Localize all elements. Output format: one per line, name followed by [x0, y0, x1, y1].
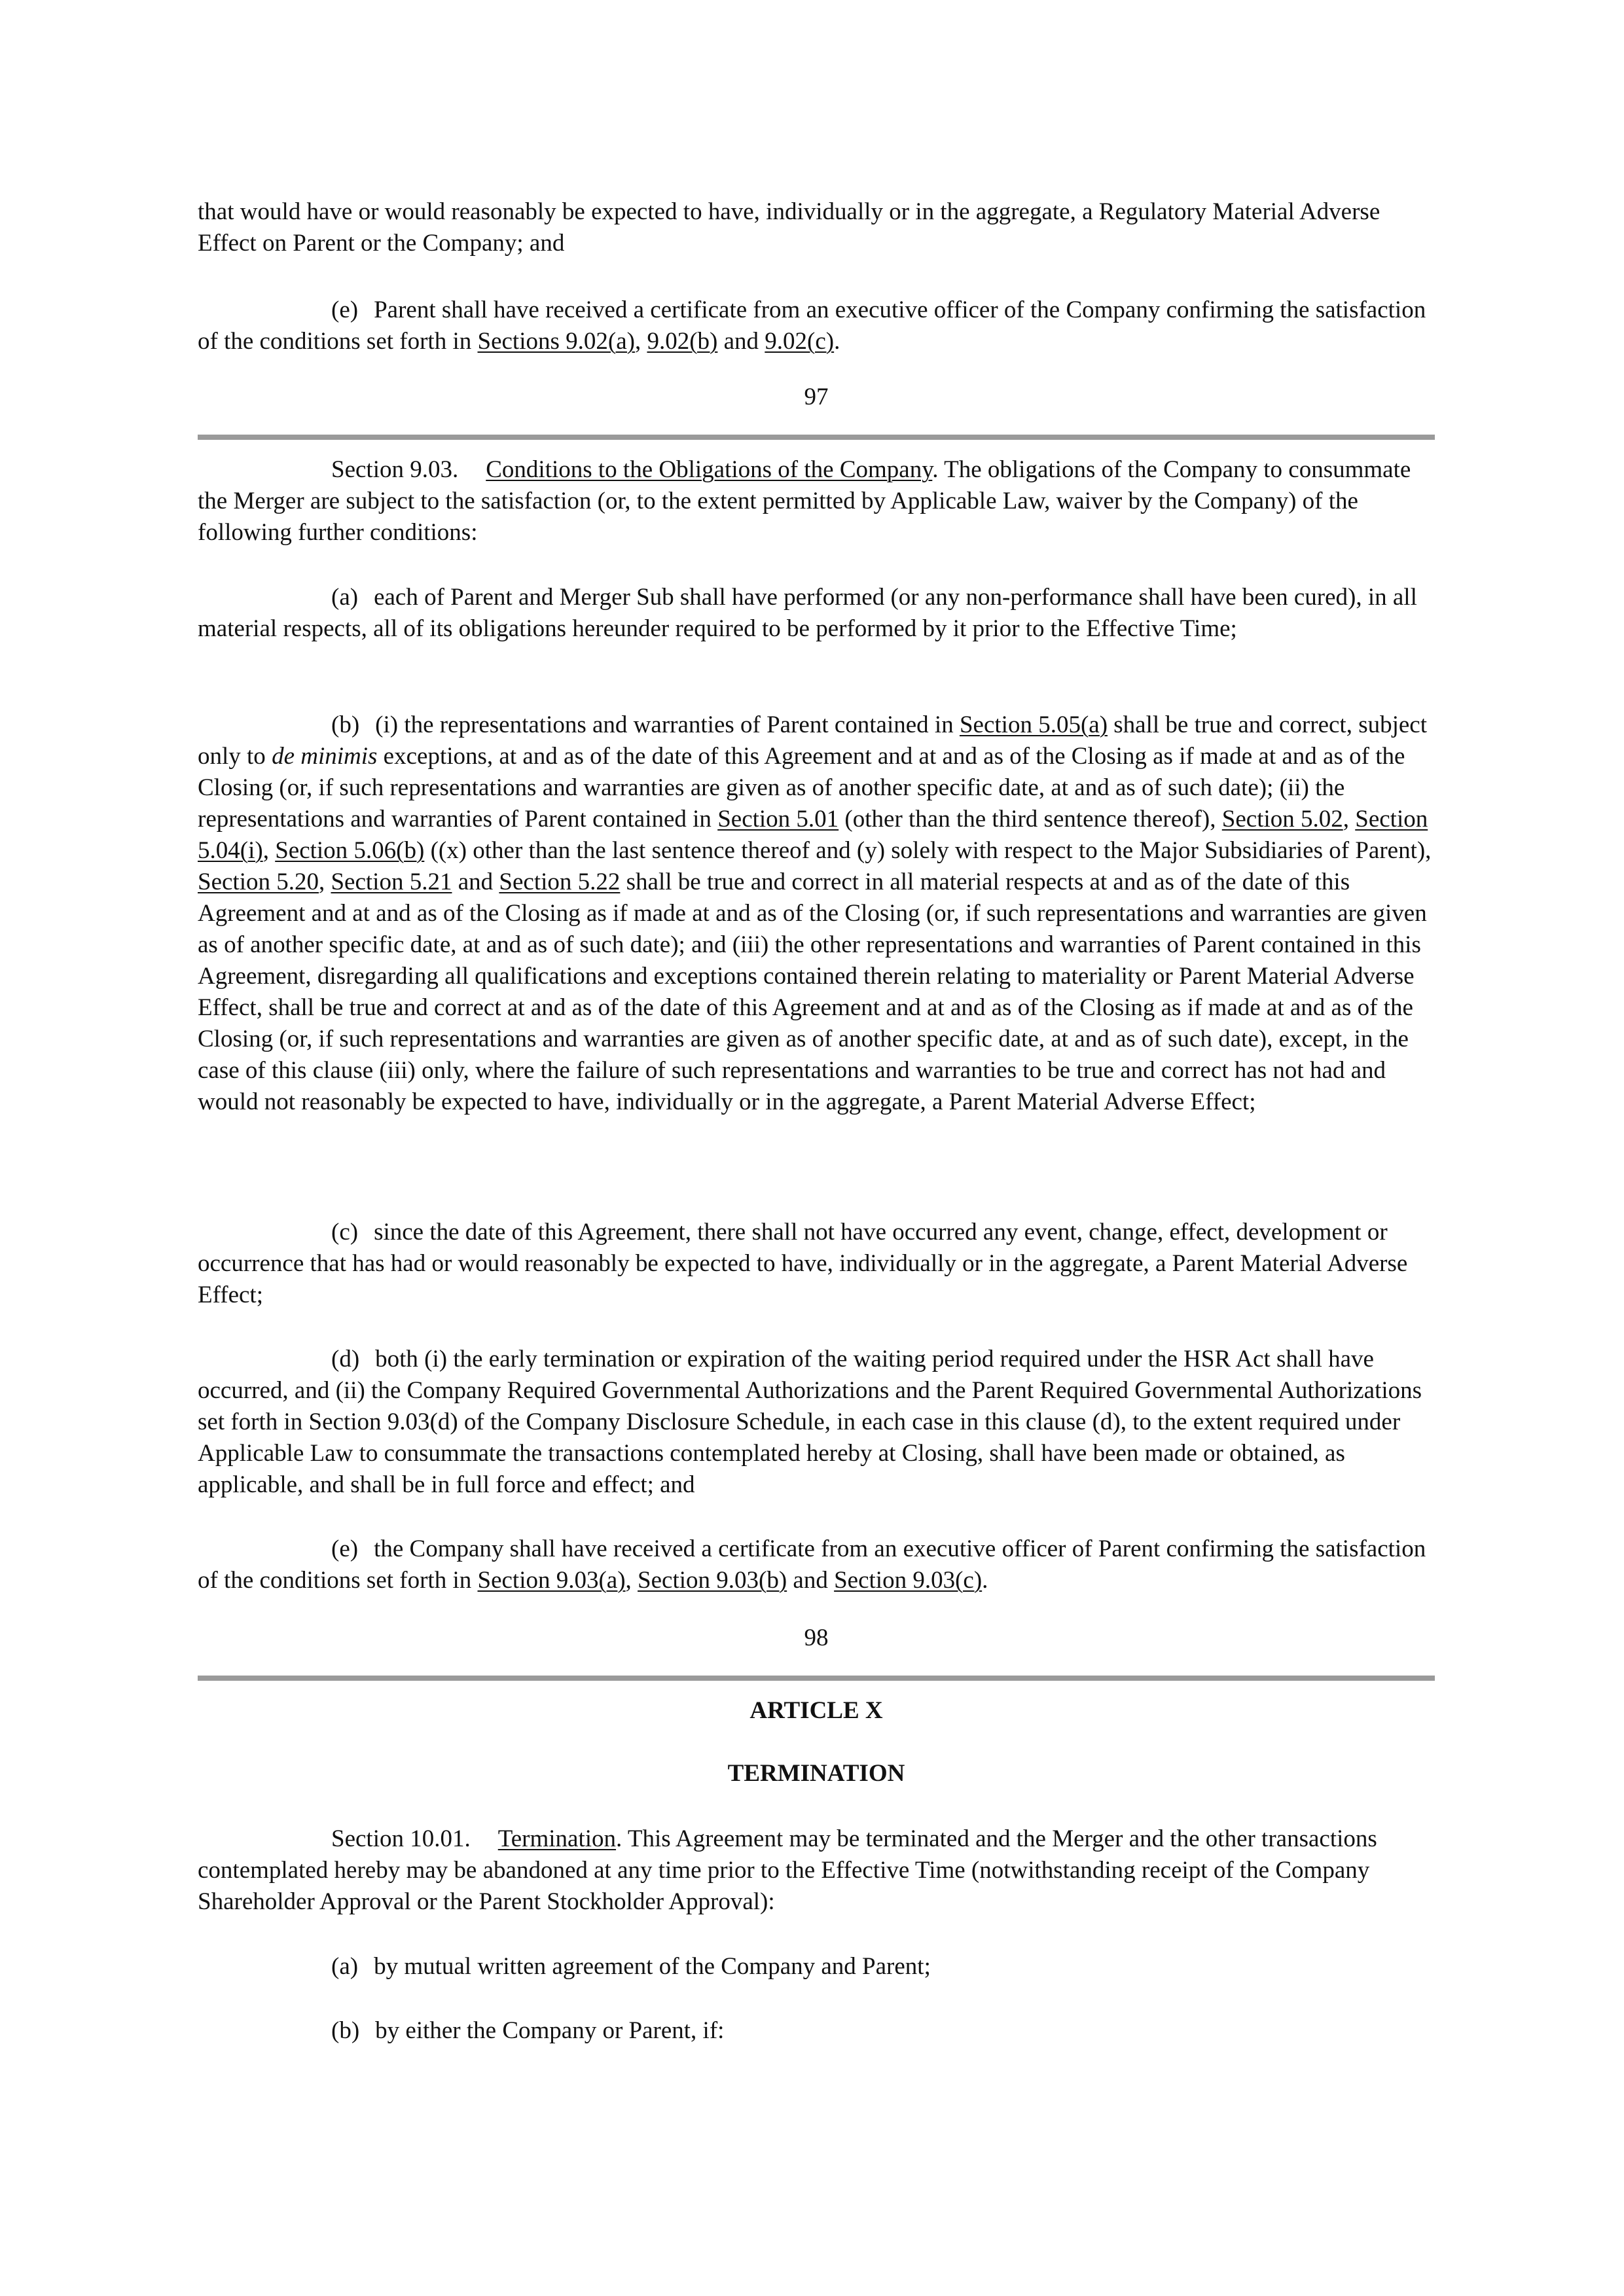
clause-label: (a) [331, 584, 359, 611]
continuation-paragraph: that would have or would reasonably be expected to have, individually or in the aggregate, a Regulatory Material Adverse Effect on Parent or the Company; and [198, 198, 1380, 257]
page-number: 98 [804, 1624, 829, 1651]
clause-9-03-e: (e) the Company shall have received a certificate from an executive officer of Parent confirming the satisfaction of the conditions set forth in Section 9.03(a), Section 9.03(b) and Section 9.03(c). [198, 1535, 1426, 1594]
clause-label: (e) [331, 1535, 359, 1562]
clause-9-03-b: (b) (i) the representations and warranties of Parent contained in Section 5.05(a) shall be true and correct, subject only to de minimis exceptions, at and as of the date of this Agreement and at and as of the Closing as if made at and as of the Closing (or, if such representations and warranties are given as of another specific date, at and as of such date); (ii) the representations and warranties of Parent contained in Section 5.01 (other than the third sentence thereof), Section 5.02, Section 5.04(i), Section 5.06(b) ((x) other than the last sentence thereof and (y) solely with respect to the Major Subsidiaries of Parent), Section 5.20, Section 5.21 and Section 5.22 shall be true and correct in all material respects at and as of the date of this Agreement and at and as of the Closing as if made at and as of the Closing (or, if such representations and warranties are given as of another specific date, at and as of such date); and (iii) the other representations and warranties of Parent contained in this Agreement, disregarding all qualifications and exceptions contained therein relating to materiality or Parent Material Adverse Effect, shall be true and correct at and as of the date of this Agreement and at and as of the Closing as if made at and as of the Closing (or, if such representations and warranties are given as of another specific date, at and as of such date), except, in the case of this clause (iii) only, where the failure of such representations and warranties to be true and correct has not had and would not reasonably be expected to have, individually or in the aggregate, a Parent Material Adverse Effect; [198, 711, 1432, 1115]
clause-label: (b) [331, 711, 360, 738]
cross-reference-link[interactable]: Section 9.03(c) [834, 1567, 983, 1594]
clause-label: (d) [331, 1346, 360, 1372]
clause-9-02-e: (e) Parent shall have received a certificate from an executive officer of the Company confirming the satisfaction of the conditions set forth in Sections 9.02(a), 9.02(b) and 9.02(c). [198, 296, 1426, 355]
page-break-rule [198, 1676, 1435, 1681]
clause-9-03-a: (a) each of Parent and Merger Sub shall have performed (or any non-performance shall have been cured), in all material respects, all of its obligations hereunder required to be performed by it prior to the Effective Time; [198, 584, 1417, 642]
section-title: Conditions to the Obligations of the Company [486, 456, 933, 483]
cross-reference-link[interactable]: Section 5.01 [717, 806, 839, 833]
cross-reference-link[interactable]: 9.02(c) [765, 328, 835, 355]
clause-10-01-a: (a) by mutual written agreement of the Company and Parent; [331, 1953, 931, 1980]
clause-label: (e) [331, 296, 359, 323]
section-title: Termination [497, 1825, 617, 1852]
cross-reference-link[interactable]: Section 9.03(a) [477, 1567, 626, 1594]
section-number: Section 10.01. [331, 1825, 471, 1852]
cross-reference-link[interactable]: Section 5.05(a) [959, 711, 1108, 738]
clause-label: (b) [331, 2017, 360, 2044]
cross-reference-link[interactable]: Section 5.20 [198, 869, 319, 895]
clause-10-01-b: (b) by either the Company or Parent, if: [331, 2017, 725, 2044]
cross-reference-link[interactable]: Section 5.06(b) [275, 837, 425, 864]
article-title: TERMINATION [727, 1760, 905, 1787]
cross-reference-link[interactable]: Section 5.21 [331, 869, 452, 895]
cross-reference-link[interactable]: Section 9.03(b) [638, 1567, 787, 1594]
cross-reference-link[interactable]: 9.02(b) [647, 328, 718, 355]
cross-reference-link[interactable]: Section 5.04(i) [198, 806, 1428, 864]
clause-9-03-d: (d) both (i) the early termination or expiration of the waiting period required under the HSR Act shall have occurred, and (ii) the Company Required Governmental Authorizations and the Parent Required Governmental Authorizations set forth in Section 9.03(d) of the Company Disclosure Schedule, in each case in this clause (d), to the extent required under Applicable Law to consummate the transactions contemplated hereby at Closing, shall have been made or obtained, as applicable, and shall be in full force and effect; and [198, 1346, 1422, 1498]
section-9-03: Section 9.03. Conditions to the Obligations of the Company. The obligations of the Company to consummate the Merger are subject to the satisfaction (or, to the extent permitted by Applicable Law, waiver by the Company) of the following further conditions: [198, 456, 1411, 546]
section-number: Section 9.03. [331, 456, 459, 483]
cross-reference-link[interactable]: Section 5.22 [499, 869, 621, 895]
clause-9-03-c: (c) since the date of this Agreement, there shall not have occurred any event, change, effect, development or occurrence that has had or would reasonably be expected to have, individually or in the aggregate, a Parent Material Adverse Effect; [198, 1219, 1408, 1308]
cross-reference-link[interactable]: Section 5.02 [1221, 806, 1343, 833]
page-break-rule [198, 435, 1435, 440]
page-number: 97 [804, 384, 829, 410]
section-10-01: Section 10.01. Termination. This Agreement may be terminated and the Merger and the other transactions contemplated hereby may be abandoned at any time prior to the Effective Time (notwithstanding receipt of the Company Shareholder Approval or the Parent Stockholder Approval): [198, 1825, 1377, 1915]
cross-reference-link[interactable]: Sections 9.02(a) [477, 328, 635, 355]
clause-label: (a) [331, 1953, 359, 1980]
clause-label: (c) [331, 1219, 359, 1246]
article-number: ARTICLE X [749, 1697, 883, 1724]
